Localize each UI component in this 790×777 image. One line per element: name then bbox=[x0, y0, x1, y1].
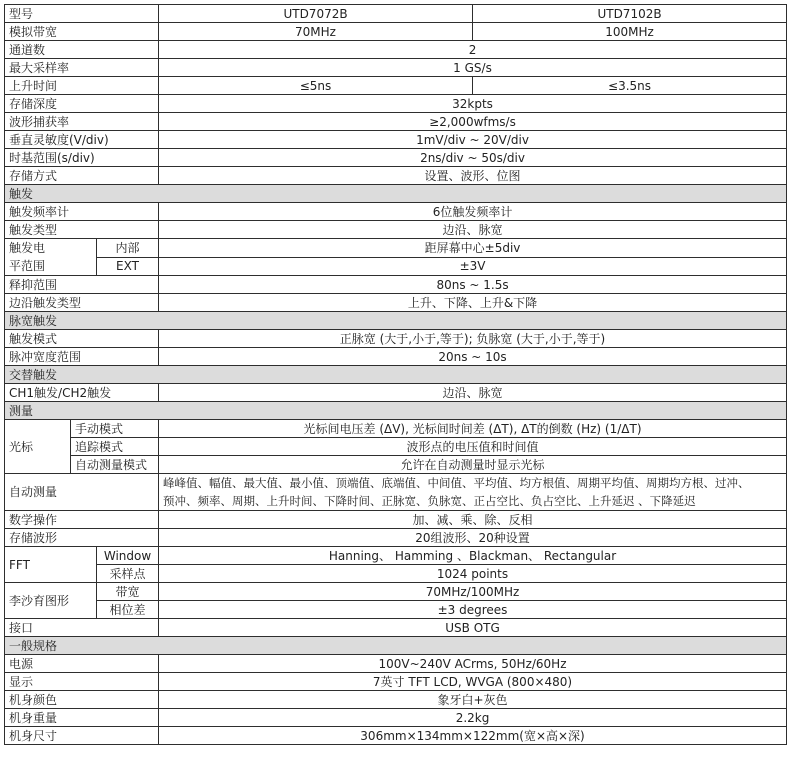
row-value: 设置、波形、位图 bbox=[159, 167, 787, 185]
row-value: 306mm×134mm×122mm(宽×高×深) bbox=[159, 727, 787, 745]
row-label: 边沿触发类型 bbox=[5, 294, 159, 312]
row-label: 机身尺寸 bbox=[5, 727, 159, 745]
table-row bbox=[5, 59, 787, 77]
row-value: 距屏幕中心±5div bbox=[159, 239, 787, 258]
row-label: 存储深度 bbox=[5, 95, 159, 113]
table-row bbox=[5, 41, 787, 59]
row-label: 存储波形 bbox=[5, 529, 159, 547]
table-row bbox=[5, 438, 787, 456]
row-value: ±3V bbox=[159, 257, 787, 276]
table-row bbox=[5, 420, 787, 438]
trig-level-label-line2: 平范围 bbox=[9, 259, 46, 273]
table-row bbox=[5, 511, 787, 529]
table-row bbox=[5, 131, 787, 149]
lissajous-label: 李沙育图形 bbox=[5, 583, 97, 619]
row-label: 最大采样率 bbox=[5, 59, 159, 77]
table-row bbox=[5, 384, 787, 402]
row-value: 2ns/div ~ 50s/div bbox=[159, 149, 787, 167]
row-value: 边沿、脉宽 bbox=[159, 384, 787, 402]
sub-label: 手动模式 bbox=[71, 420, 159, 438]
table-row bbox=[5, 149, 787, 167]
table-row bbox=[5, 474, 787, 511]
row-value: 2.2kg bbox=[159, 709, 787, 727]
section-row bbox=[5, 402, 787, 420]
section-row bbox=[5, 185, 787, 203]
table-row bbox=[5, 709, 787, 727]
row-label: 存储方式 bbox=[5, 167, 159, 185]
row-label: 机身重量 bbox=[5, 709, 159, 727]
section-row bbox=[5, 366, 787, 384]
table-row bbox=[5, 294, 787, 312]
row-value: 1 GS/s bbox=[159, 59, 787, 77]
row-value: 20组波形、20种设置 bbox=[159, 529, 787, 547]
section-title: 一般规格 bbox=[5, 637, 787, 655]
row-value: USB OTG bbox=[159, 619, 787, 637]
row-value: 加、减、乘、除、反相 bbox=[159, 511, 787, 529]
row-label: 脉冲宽度范围 bbox=[5, 348, 159, 366]
table-row bbox=[5, 95, 787, 113]
table-row bbox=[5, 113, 787, 131]
row-label: 数学操作 bbox=[5, 511, 159, 529]
row-label: 触发频率计 bbox=[5, 203, 159, 221]
row-value: 7英寸 TFT LCD, WVGA (800×480) bbox=[159, 673, 787, 691]
table-row bbox=[5, 330, 787, 348]
row-value: 正脉宽 (大于,小于,等于); 负脉宽 (大于,小于,等于) bbox=[159, 330, 787, 348]
row-label: CH1触发/CH2触发 bbox=[5, 384, 159, 402]
row-value: 光标间电压差 (ΔV), 光标间时间差 (ΔT), ΔT的倒数 (Hz) (1/ΔT) bbox=[159, 420, 787, 438]
row-value: 6位触发频率计 bbox=[159, 203, 787, 221]
header-label: 型号 bbox=[5, 5, 159, 23]
auto-measure-line2: 预冲、频率、周期、上升时间、下降时间、正脉宽、负脉宽、正占空比、负占空比、上升延迟 、下降延迟 bbox=[163, 494, 696, 508]
row-value: 80ns ~ 1.5s bbox=[159, 276, 787, 294]
cursor-label: 光标 bbox=[5, 420, 71, 474]
row-value: 100V~240V ACrms, 50Hz/60Hz bbox=[159, 655, 787, 673]
model-b: UTD7102B bbox=[473, 5, 787, 23]
section-row bbox=[5, 312, 787, 330]
row-value: 象牙白+灰色 bbox=[159, 691, 787, 709]
table-row bbox=[5, 167, 787, 185]
table-row bbox=[5, 619, 787, 637]
row-label: 触发类型 bbox=[5, 221, 159, 239]
row-label: 上升时间 bbox=[5, 77, 159, 95]
row-value: 2 bbox=[159, 41, 787, 59]
table-row bbox=[5, 565, 787, 583]
row-value: ±3 degrees bbox=[159, 601, 787, 619]
table-row bbox=[5, 203, 787, 221]
row-label: 自动测量 bbox=[5, 474, 159, 511]
sub-label: 自动测量模式 bbox=[71, 456, 159, 474]
section-title: 脉宽触发 bbox=[5, 312, 787, 330]
table-row bbox=[5, 257, 787, 276]
row-value: 32kpts bbox=[159, 95, 787, 113]
row-value: 允许在自动测量时显示光标 bbox=[159, 456, 787, 474]
auto-measure-value bbox=[159, 474, 787, 511]
table-row bbox=[5, 655, 787, 673]
row-value: 20ns ~ 10s bbox=[159, 348, 787, 366]
row-label: 电源 bbox=[5, 655, 159, 673]
table-row bbox=[5, 23, 787, 41]
row-value: ≥2,000wfms/s bbox=[159, 113, 787, 131]
table-row bbox=[5, 529, 787, 547]
table-row bbox=[5, 221, 787, 239]
spec-table bbox=[4, 4, 787, 745]
row-value: 边沿、脉宽 bbox=[159, 221, 787, 239]
model-a: UTD7072B bbox=[159, 5, 473, 23]
row-label: 波形捕获率 bbox=[5, 113, 159, 131]
sub-label: 相位差 bbox=[97, 601, 159, 619]
row-value: 1mV/div ~ 20V/div bbox=[159, 131, 787, 149]
row-label: 模拟带宽 bbox=[5, 23, 159, 41]
trig-level-label bbox=[5, 239, 97, 276]
table-row bbox=[5, 691, 787, 709]
row-value: 波形点的电压值和时间值 bbox=[159, 438, 787, 456]
row-value: Hanning、 Hamming 、Blackman、 Rectangular bbox=[159, 547, 787, 565]
table-row bbox=[5, 583, 787, 601]
table-row bbox=[5, 239, 787, 258]
table-row bbox=[5, 276, 787, 294]
row-value: 70MHz bbox=[159, 23, 473, 41]
sub-label: 采样点 bbox=[97, 565, 159, 583]
sub-label: 追踪模式 bbox=[71, 438, 159, 456]
table-row bbox=[5, 456, 787, 474]
table-row bbox=[5, 547, 787, 565]
section-row bbox=[5, 637, 787, 655]
section-title: 交替触发 bbox=[5, 366, 787, 384]
row-label: 机身颜色 bbox=[5, 691, 159, 709]
table-row bbox=[5, 673, 787, 691]
row-value: 1024 points bbox=[159, 565, 787, 583]
sub-label: 带宽 bbox=[97, 583, 159, 601]
row-value: ≤3.5ns bbox=[473, 77, 787, 95]
section-title: 测量 bbox=[5, 402, 787, 420]
table-row bbox=[5, 601, 787, 619]
row-value: ≤5ns bbox=[159, 77, 473, 95]
table-row bbox=[5, 348, 787, 366]
table-row bbox=[5, 77, 787, 95]
auto-measure-line1: 峰峰值、幅值、最大值、最小值、顶端值、底端值、中间值、平均值、均方根值、周期平均值、周期均方根、过冲、 bbox=[163, 476, 750, 490]
row-value: 上升、下降、上升&下降 bbox=[159, 294, 787, 312]
fft-label: FFT bbox=[5, 547, 97, 583]
sub-label: EXT bbox=[97, 257, 159, 276]
row-label: 释抑范围 bbox=[5, 276, 159, 294]
row-label: 垂直灵敏度(V/div) bbox=[5, 131, 159, 149]
row-value: 100MHz bbox=[473, 23, 787, 41]
spec-sheet bbox=[4, 4, 787, 745]
table-row bbox=[5, 727, 787, 745]
row-label: 通道数 bbox=[5, 41, 159, 59]
row-label: 接口 bbox=[5, 619, 159, 637]
table-header-row bbox=[5, 5, 787, 23]
row-label: 触发模式 bbox=[5, 330, 159, 348]
sub-label: 内部 bbox=[97, 239, 159, 258]
row-label: 时基范围(s/div) bbox=[5, 149, 159, 167]
trig-level-label-line1: 触发电 bbox=[9, 241, 46, 255]
sub-label: Window bbox=[97, 547, 159, 565]
row-label: 显示 bbox=[5, 673, 159, 691]
section-title: 触发 bbox=[5, 185, 787, 203]
row-value: 70MHz/100MHz bbox=[159, 583, 787, 601]
